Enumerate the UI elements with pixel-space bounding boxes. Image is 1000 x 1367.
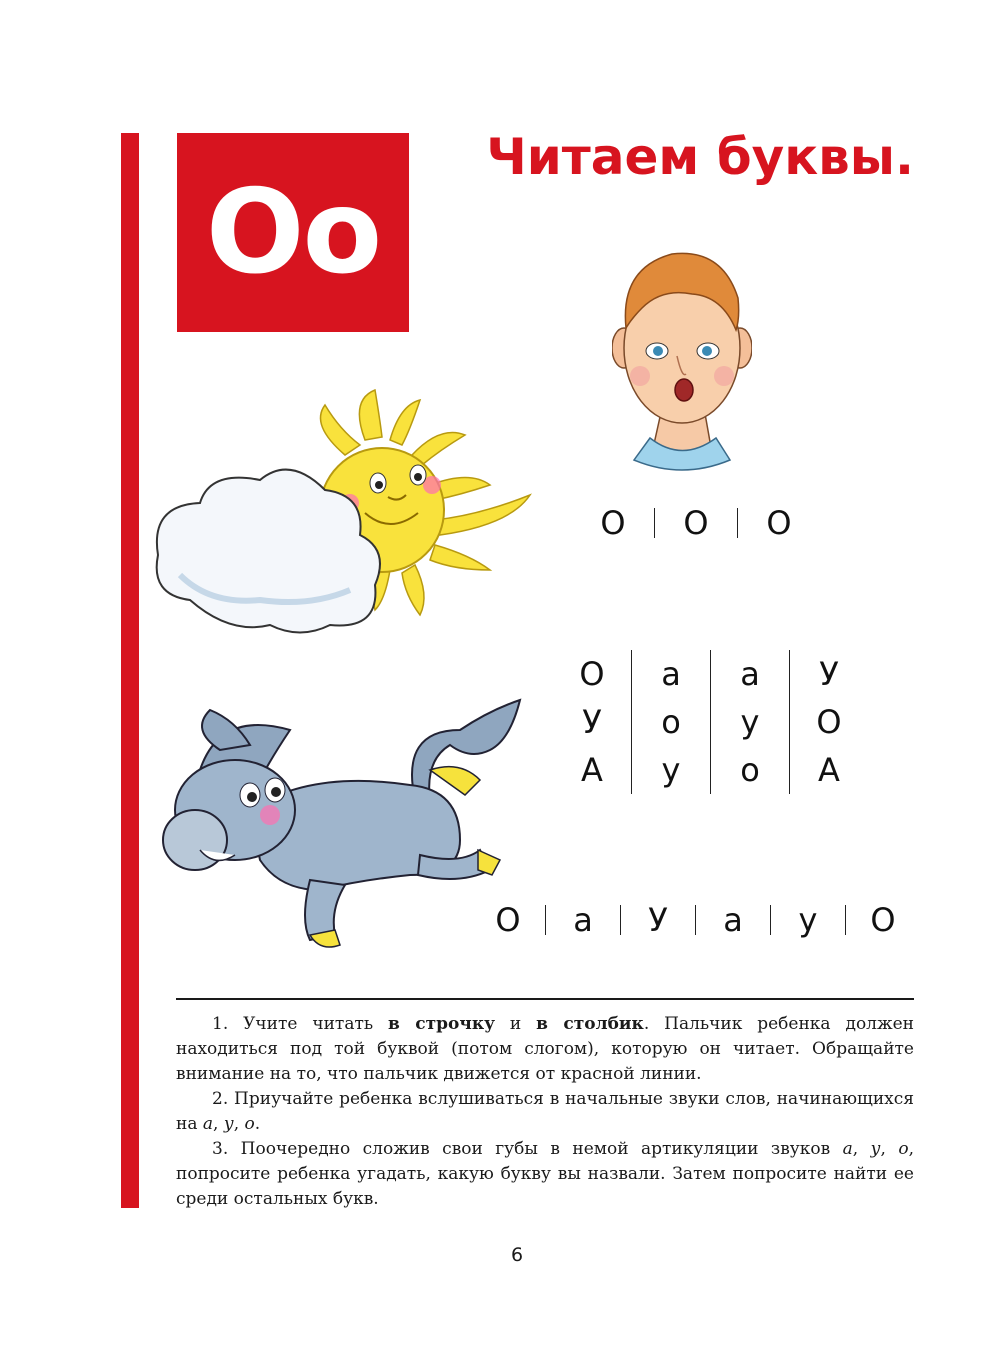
- separator: [654, 508, 655, 538]
- separator: [545, 905, 546, 935]
- letter-cell: А: [818, 751, 840, 789]
- separator: [845, 905, 846, 935]
- letter-cell: О: [683, 504, 709, 542]
- letter-row-last: [484, 896, 907, 944]
- letter-cell: О: [495, 901, 521, 939]
- divider-line: [176, 998, 914, 1000]
- letter-cell: а: [661, 655, 681, 693]
- instruction-1: 1. Учите читать в строчку и в столбик. Пальчик ребенка должен находиться под той буквой (потом слогом), которую он читает. Обращайте внимание на то, что пальчик движется от красной линии.: [176, 1014, 915, 1084]
- letter-cell: У: [819, 655, 839, 693]
- instruction-2: 2. Приучайте ребенка вслушиваться в начальные звуки слов, начинающихся на а, у, о.: [176, 1089, 914, 1134]
- letter-cell: а: [573, 901, 593, 939]
- donkey-icon: [160, 690, 530, 960]
- separator: [737, 508, 738, 538]
- letter-column: [631, 650, 710, 794]
- letter-cell: О: [816, 703, 842, 741]
- letter-cell: а: [723, 901, 743, 939]
- letter-cell: о: [661, 703, 681, 741]
- letter-column: [553, 650, 631, 794]
- red-margin-line: [121, 133, 139, 1208]
- letter-cell: У: [582, 703, 602, 741]
- letter-cell: у: [740, 703, 760, 741]
- separator: [695, 905, 696, 935]
- instructions: [176, 1012, 914, 1212]
- letter-cell: у: [661, 751, 681, 789]
- letter-cell: О: [766, 504, 792, 542]
- letter-cell: о: [740, 751, 760, 789]
- letter-block: [177, 133, 409, 332]
- letter-column: [789, 650, 868, 794]
- instruction-3: 3. Поочередно сложив свои губы в немой артикуляции звуков а, у, о, попросите ребенка угадать, какую букву вы назвали. Затем попросите найти ее среди остальных букв.: [176, 1139, 915, 1209]
- letter-cell: А: [581, 751, 603, 789]
- letter-cell: у: [798, 901, 818, 939]
- page-number: 6: [510, 1244, 524, 1266]
- boy-face-icon: [612, 248, 752, 473]
- letter-columns: [553, 650, 868, 794]
- separator: [620, 905, 621, 935]
- letter-cell: О: [870, 901, 896, 939]
- letter-cell: О: [600, 504, 626, 542]
- letter-heading: Оо: [205, 165, 381, 300]
- letter-column: [710, 650, 789, 794]
- letter-cell: О: [579, 655, 605, 693]
- letter-cell: У: [648, 901, 668, 939]
- sun-cloud-icon: [150, 385, 535, 640]
- letter-row-first: [590, 499, 802, 547]
- letter-cell: а: [740, 655, 760, 693]
- page-title: Читаем буквы.: [486, 128, 914, 186]
- separator: [770, 905, 771, 935]
